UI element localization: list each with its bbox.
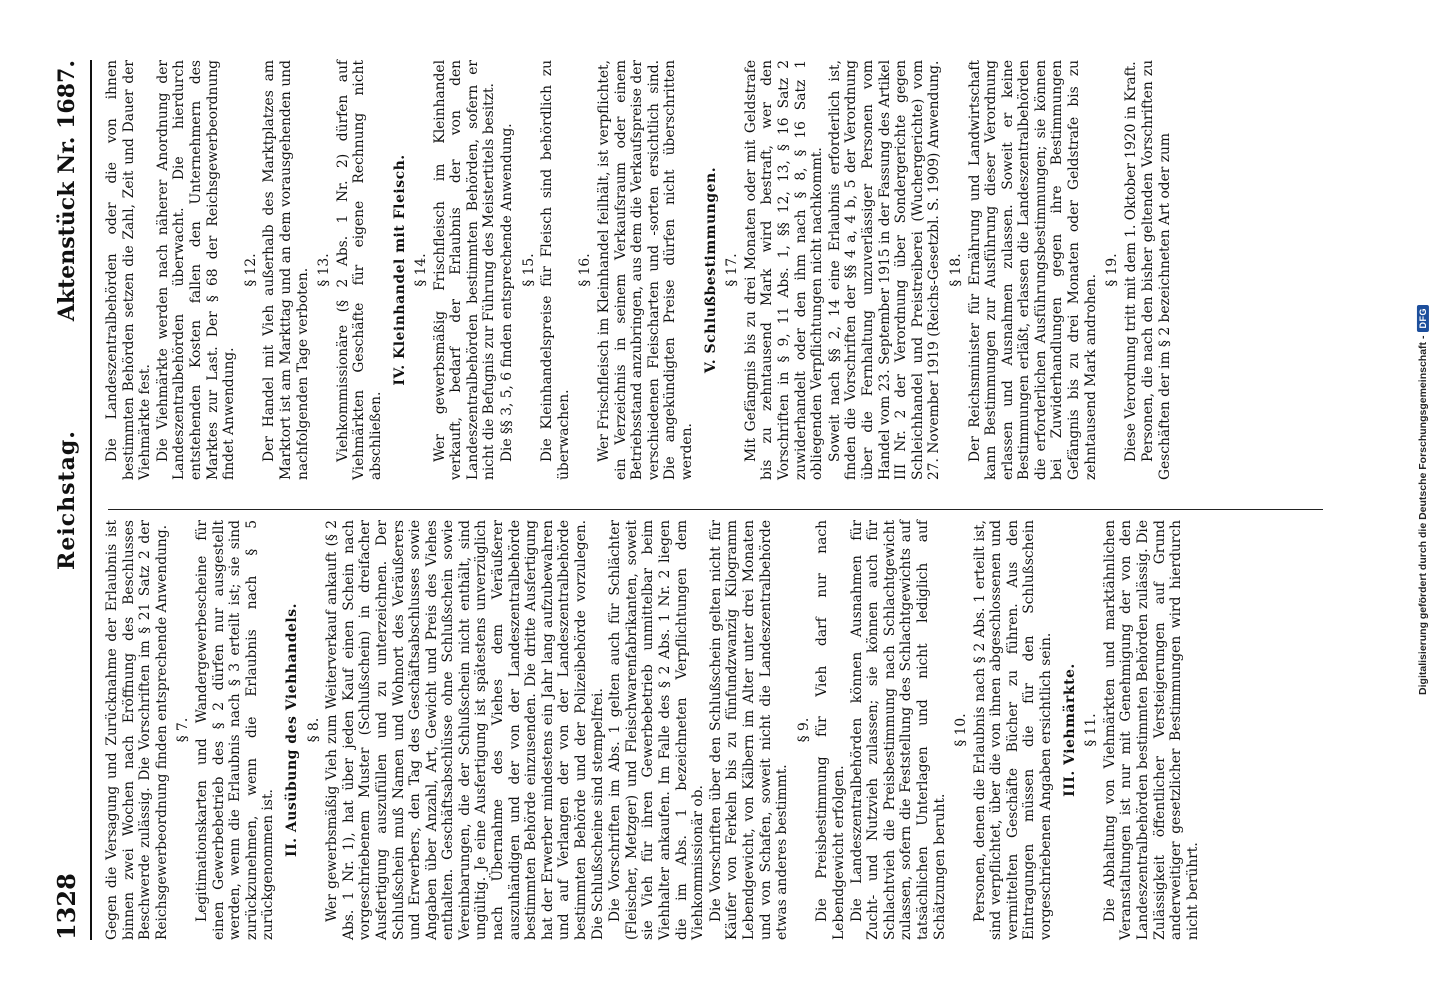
running-title: Reichstag. [54, 430, 80, 570]
paragraph: Die Vorschriften über den Schlußschein gelten nicht für Käufer von Ferkeln bis zu fünfundzwanzig Kilogramm Lebendgewicht, von Kälbern im Alter unter drei Monaten und von Schafen, soweit nicht die Landeszentralbehörde etwas anderes bestimmt. [707, 520, 791, 940]
paragraph: Die Vorschriften im Abs. 1 gelten auch für Schlächter (Fleischer, Metzger) und Fleischwarenfabrikanten, soweit sie Vieh für ihren Gewerbebetrieb unmittelbar beim Viehhalter ankaufen. Im Falle des § 2 Abs. 1 Nr. 2 liegen die im Abs. 1 bezeichneten Verpflichtungen dem Viehkommissionär ob. [607, 520, 707, 940]
section-number: § 12. [242, 253, 259, 287]
section-number: § 8. [305, 717, 322, 743]
paragraph: Die Viehmärkte werden nach näherer Anordnung der Landeszentralbehörden überwacht. Die hierdurch entstehenden Kosten fallen den Unternehmern des Marktes zur Last. Der § 68 der Reichsgewerbeordnung findet Anwendung. [154, 60, 238, 480]
digitization-note [1415, 0, 1431, 1000]
paragraph: Mit Gefängnis bis zu drei Monaten oder mit Geldstrafe bis zu zehntausend Mark wird bestraft, wer den Vorschriften in § 9, 11 Abs. 1, §§ 12, 13, § 16 Satz 2 zuwiderhandelt oder den ihm nach § 8, § 16 Satz 1 obliegenden Verpflichtungen nicht nachkommt. [742, 60, 826, 480]
section-number: § 17. [724, 253, 741, 287]
section-number: § 15. [520, 253, 537, 287]
paragraph: Der Handel mit Vieh außerhalb des Marktplatzes am Marktort ist am Markttag und an dem vorausgehenden und nachfolgenden Tage verboten. [261, 60, 311, 480]
paragraph: Die Abhaltung von Viehmärkten und marktähnlichen Veranstaltungen ist nur mit Genehmigung der von den Landeszentralbehörden bestimmten Behörden zulässig. Die Zulässigkeit öffentlicher Versteigerungen auf Grund anderweitiger gesetzlicher Bestimmungen wird hierdurch nicht berührt. [1101, 520, 1201, 940]
paragraph: Viehkommissionäre (§ 2 Abs. 1 Nr. 2) dürfen auf Viehmärkten Geschäfte für eigene Rechnung nicht abschließen. [334, 60, 384, 480]
section-number: § 10. [953, 713, 970, 747]
paragraph: Soweit nach §§ 2, 14 eine Erlaubnis erforderlich ist, finden die Vorschriften der §§ 4 a, 4 b, 5 der Verordnung über die Fernhaltung unzuverlässiger Personen vom Handel vom 23. September 1915 in der Fassung des Artikel III Nr. 2 der Verordnung über Sondergerichte gegen Schleichhandel und Preistreiberei (Wuchergerichte) vom 27. November 1919 (Reichs-Gesetzbl. S. 1909) Anwendung. [826, 60, 943, 480]
section-heading: II. Ausübung des Viehhandels. [283, 603, 300, 857]
paragraph: Diese Verordnung tritt mit dem 1. Oktober 1920 in Kraft. [1122, 61, 1139, 462]
section-number: § 13. [316, 253, 333, 287]
paragraph: Personen, denen die Erlaubnis nach § 2 Abs. 1 erteilt ist, sind verpflichtet, über die von ihnen abgeschlossenen und vermittelten Geschäfte Bücher zu führen. Aus den Eintragungen müssen die für den Schlußschein vorgeschriebenen Angaben ersichtlich sein. [971, 520, 1055, 940]
right-column [104, 60, 1175, 480]
section-number: § 14. [413, 253, 430, 287]
section-number: § 9. [795, 717, 812, 743]
page-header [50, 60, 92, 940]
paragraph: Gegen die Versagung und Zurücknahme der Erlaubnis ist binnen zwei Wochen nach Eröffnung des Beschlusses Beschwerde zulässig. Die Vorschriften im § 21 Satz 2 der Reichsgewerbeordnung finden entsprechende Anwendung. [104, 520, 170, 940]
paragraph: Die Landeszentralbehörden können Ausnahmen für Zucht- und Nutzvieh zulassen; sie können auch für Schlachtvieh die Preisbestimmung nach Schlachtgewicht zulassen, sofern die Feststellung des Schlachtgewichts auf tatsächlichen Unterlagen und nicht lediglich auf Schätzungen beruht. [848, 520, 948, 940]
left-column [104, 520, 1202, 940]
dfg-logo: DFG [1417, 305, 1429, 332]
page-number: 1328 [52, 873, 81, 940]
section-number: § 18. [947, 253, 964, 287]
paragraph: Personen, die nach den bisher geltenden Vorschriften zu Geschäften der im § 2 bezeichneten Art oder zum [1140, 60, 1174, 480]
paragraph: Wer gewerbsmäßig Vieh zum Weiterverkauf ankauft (§ 2 Abs. 1 Nr. 1), hat über jeden Kauf einen Schein nach vorgeschriebenem Muster (Schlußschein) in dreifacher Ausfertigung auszufüllen und zu unterzeichnen. Der Schlußschein muß Namen und Wohnort des Veräußerers und Erwerbers, den Tag des Geschäftsabschlusses sowie Angaben über Anzahl, Art, Gewicht und Preis des Viehes enthalten. Geschäftsabschlüsse ohne Schlußschein sowie Vereinbarungen, die der Schlußschein nicht enthält, sind ungültig. Je eine Ausfertigung ist spätestens unverzüglich nach Übernahme des Viehes dem Veräußerer auszuhändigen und der von der Landeszentralbehörde bestimmten Behörde einzusenden. Die dritte Ausfertigung hat der Erwerber mindestens ein Jahr lang aufzubewahren und auf Verlangen der von der Landeszentralbehörde bestimmten Behörde und der Polizeibehörde vorzulegen. Die Schlußscheine sind stempelfrei. [324, 520, 606, 940]
section-heading: III. Viehmärkte. [1061, 663, 1078, 797]
section-heading: IV. Kleinhandel mit Fleisch. [391, 154, 408, 386]
digitization-note-text: Digitalisierung gefördert durch die Deutsche Forschungsgemeinschaft - [1417, 335, 1430, 695]
paragraph: Wer gewerbsmäßig Frischfleisch im Kleinhandel verkauft, bedarf der Erlaubnis der von den Landeszentralbehörden bestimmten Behörden, sofern er nicht die Befugnis zur Führung des Meistertitels besitzt. [431, 60, 498, 480]
paragraph: Die Landeszentralbehörden oder die von ihnen bestimmten Behörden setzen die Zahl, Zeit und Dauer der Viehmärkte fest. [104, 60, 154, 480]
paragraph: Legitimationskarten und Wandergewerbescheine für einen Gewerbebetrieb des § 2 dürfen nur ausgestellt werden, wenn die Erlaubnis nach § 3 erteilt ist; sie sind zurückzunehmen, wenn die Erlaubnis nach § 5 zurückgenommen ist. [193, 520, 277, 940]
section-number: § 19. [1104, 253, 1121, 287]
paragraph: Die Kleinhandelspreise für Fleisch sind behördlich zu überwachen. [539, 60, 572, 480]
section-number: § 11. [1083, 713, 1100, 747]
paragraph: Die Preisbestimmung für Vieh darf nur nach Lebendgewicht erfolgen. [814, 520, 847, 940]
paragraph: Wer Frischfleisch im Kleinhandel feilhält, ist verpflichtet, ein Verzeichnis in seinem Verkaufsraum oder einem Betriebsstand anzubringen, aus dem die Verkaufspreise der verschiedenen Fleischarten und -sorten ersichtlich sind. Die angekündigten Preise dürfen nicht überschritten werden. [596, 60, 695, 480]
document-number: Aktenstück Nr. 1687. [54, 60, 80, 322]
section-heading: V. Schlußbestimmungen. [702, 166, 719, 374]
column-divider [108, 509, 1323, 510]
paragraph: Der Reichsminister für Ernährung und Landwirtschaft kann Bestimmungen zur Ausführung dieser Verordnung erlassen und Ausnahmen zulassen. Soweit er keine Bestimmungen erläßt, erlassen die Landeszentralbehörden die erforderlichen Ausführungsbestimmungen; sie können bei Zuwiderhandlungen gegen ihre Bestimmungen Gefängnis bis zu drei Monaten oder Geldstrafe bis zu zehntausend Mark androhen. [966, 60, 1099, 480]
section-number: § 7. [175, 717, 192, 743]
paragraph: Die §§ 3, 5, 6 finden entsprechende Anwendung. [499, 123, 516, 462]
section-number: § 16. [577, 253, 594, 287]
